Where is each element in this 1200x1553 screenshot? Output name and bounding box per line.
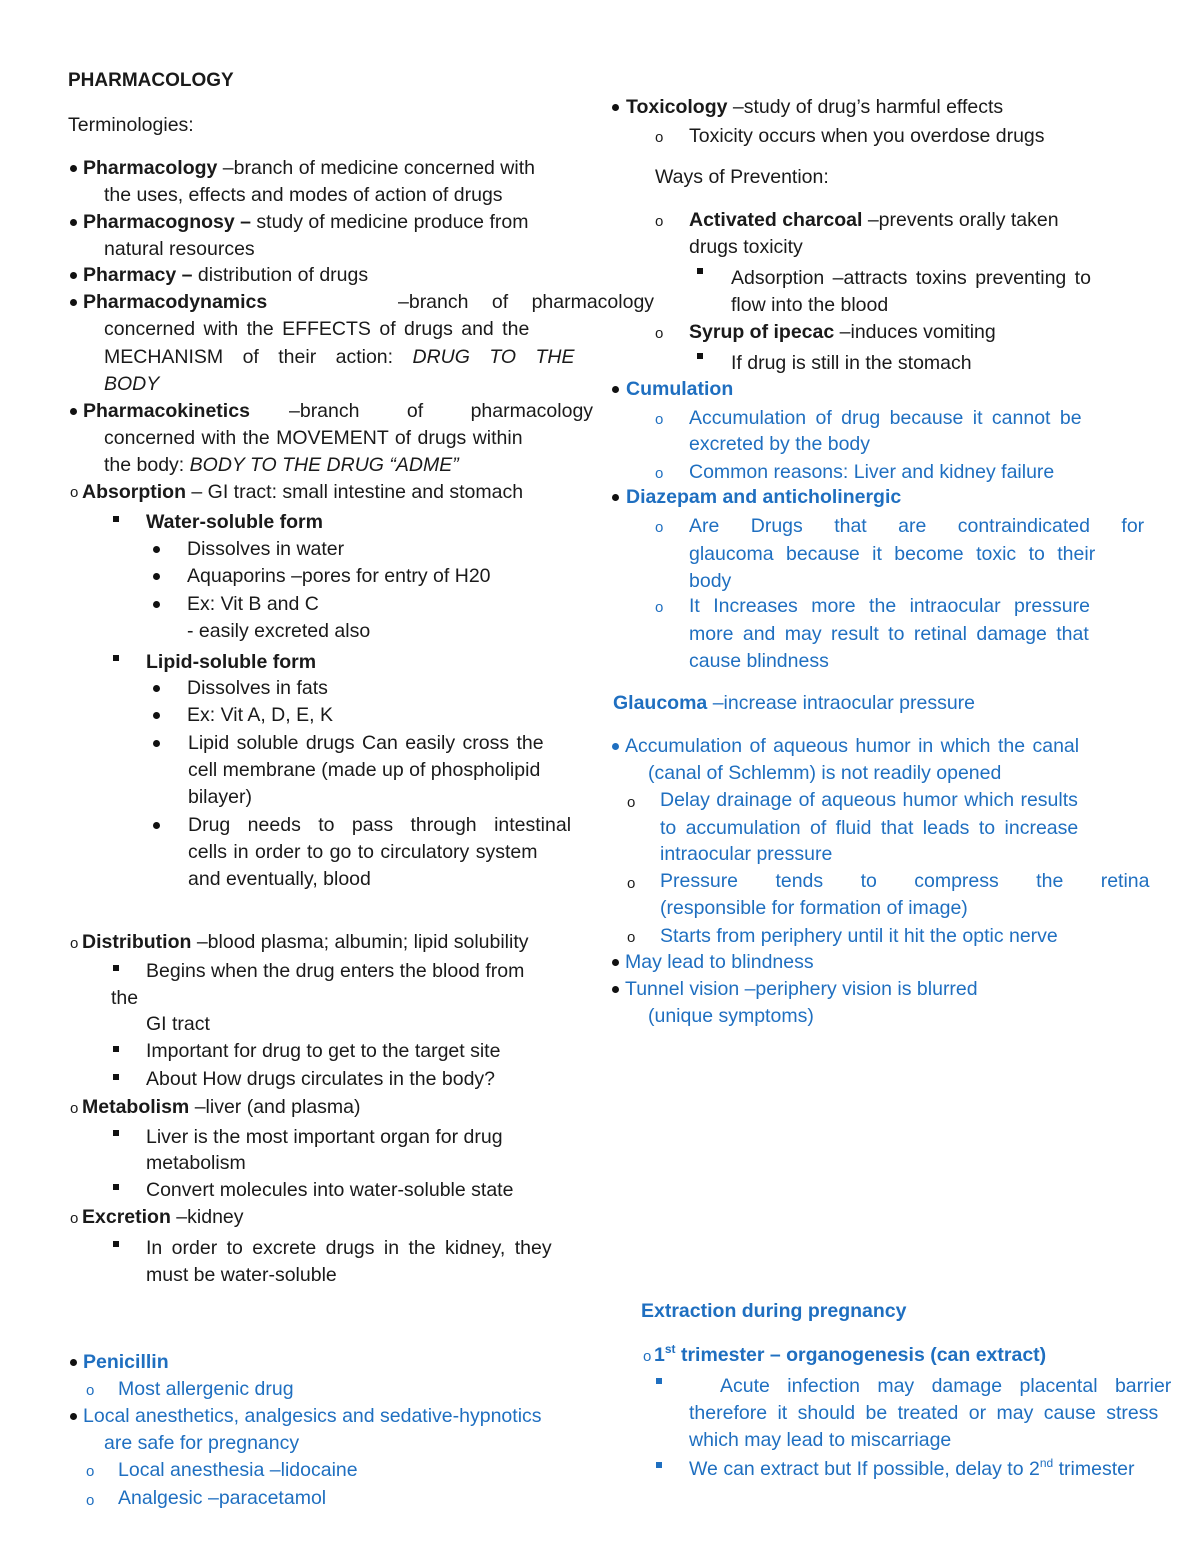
term-pharmacognosy: Pharmacognosy – study of medicine produce from bbox=[83, 211, 529, 233]
list-item: Delay drainage of aqueous humor which results bbox=[660, 789, 1078, 811]
list-item: Acute infection may damage placental barrier bbox=[720, 1375, 1172, 1397]
list-item: Pressure tends to compress the retina bbox=[660, 870, 1150, 892]
bullet-icon bbox=[70, 299, 77, 306]
circle-bullet-icon: o bbox=[643, 1348, 652, 1365]
square-bullet-icon bbox=[113, 516, 119, 522]
list-item-cont: excreted by the body bbox=[689, 433, 871, 455]
penicillin-heading: Penicillin bbox=[83, 1351, 169, 1373]
list-item: Ex: Vit B and C bbox=[187, 593, 319, 615]
square-bullet-icon bbox=[113, 1184, 119, 1190]
term-pharmacodynamics-line2: concerned with the EFFECTS of drugs and the bbox=[104, 318, 530, 340]
list-item-cont: bilayer) bbox=[188, 786, 252, 808]
bullet-icon bbox=[153, 740, 160, 747]
list-item: Tunnel vision –periphery vision is blurred bbox=[625, 978, 978, 1000]
term-pharmacodynamics-line3: MECHANISM of their action: DRUG TO THE bbox=[104, 346, 575, 368]
term-pharmacodynamics-line4: BODY bbox=[104, 373, 160, 395]
list-item-cont: and eventually, blood bbox=[188, 868, 371, 890]
term-pharmacokinetics: Pharmacokinetics bbox=[83, 400, 250, 422]
bullet-icon bbox=[153, 822, 160, 829]
list-item-cont: body bbox=[689, 570, 732, 592]
list-item-cont: cause blindness bbox=[689, 650, 829, 672]
distribution-heading: Distribution –blood plasma; albumin; lipid solubility bbox=[82, 931, 529, 953]
bullet-icon bbox=[153, 601, 160, 608]
list-item: It Increases more the intraocular pressure bbox=[689, 595, 1090, 617]
list-item-cont: therefore it should be treated or may cause stress bbox=[689, 1402, 1159, 1424]
square-bullet-icon bbox=[113, 1130, 119, 1136]
bullet-icon bbox=[70, 165, 77, 172]
bullet-icon bbox=[612, 743, 619, 750]
list-item-cont: must be water-soluble bbox=[146, 1264, 337, 1286]
bullet-icon bbox=[612, 986, 619, 993]
list-item: Convert molecules into water-soluble state bbox=[146, 1179, 514, 1201]
list-item-cont: the bbox=[111, 987, 139, 1009]
circle-bullet-icon: o bbox=[70, 1210, 79, 1227]
bullet-icon bbox=[70, 1413, 77, 1420]
bullet-icon bbox=[612, 494, 619, 501]
list-item: We can extract but If possible, delay to 2nd trimester bbox=[689, 1456, 1135, 1480]
bullet-icon bbox=[70, 1359, 77, 1366]
charcoal-item-cont: drugs toxicity bbox=[689, 236, 803, 258]
page-title: PHARMACOLOGY bbox=[68, 70, 234, 91]
list-item: Accumulation of drug because it cannot be bbox=[689, 407, 1082, 429]
toxicology-heading: Toxicology –study of drug’s harmful effects bbox=[626, 96, 1004, 118]
glaucoma-heading: Glaucoma –increase intraocular pressure bbox=[613, 692, 976, 714]
list-item-cont: GI tract bbox=[146, 1013, 210, 1035]
prevention-heading: Ways of Prevention: bbox=[655, 166, 829, 188]
list-item: Dissolves in fats bbox=[187, 677, 328, 699]
list-item-cont: (canal of Schlemm) is not readily opened bbox=[648, 762, 1002, 784]
list-item: Adsorption –attracts toxins preventing to bbox=[731, 267, 1091, 289]
bullet-icon bbox=[70, 219, 77, 226]
absorption-heading: Absorption – GI tract: small intestine and stomach bbox=[82, 481, 524, 503]
list-item: Begins when the drug enters the blood from bbox=[146, 960, 525, 982]
circle-bullet-icon: o bbox=[627, 794, 636, 811]
excretion-heading: Excretion –kidney bbox=[82, 1206, 244, 1228]
circle-bullet-icon: o bbox=[627, 929, 636, 946]
list-item: Starts from periphery until it hit the optic nerve bbox=[660, 925, 1058, 947]
circle-bullet-icon: o bbox=[655, 213, 664, 230]
list-item: Important for drug to get to the target site bbox=[146, 1040, 501, 1062]
list-item-cont: metabolism bbox=[146, 1152, 246, 1174]
term-pharmacokinetics-line3: the body: BODY TO THE DRUG “ADME” bbox=[104, 454, 459, 476]
circle-bullet-icon: o bbox=[655, 519, 664, 536]
water-soluble-heading: Water-soluble form bbox=[146, 511, 323, 533]
list-item-cont: are safe for pregnancy bbox=[104, 1432, 300, 1454]
circle-bullet-icon: o bbox=[86, 1492, 95, 1509]
bullet-icon bbox=[70, 408, 77, 415]
diazepam-heading: Diazepam and anticholinergic bbox=[626, 486, 902, 508]
term-pharmacology: Pharmacology –branch of medicine concerned with bbox=[83, 157, 535, 179]
list-item: Toxicity occurs when you overdose drugs bbox=[689, 125, 1045, 147]
square-bullet-icon bbox=[697, 268, 703, 274]
list-item-cont: flow into the blood bbox=[731, 294, 889, 316]
bullet-icon bbox=[153, 546, 160, 553]
list-item: If drug is still in the stomach bbox=[731, 352, 972, 374]
list-item: In order to excrete drugs in the kidney, they bbox=[146, 1237, 552, 1259]
circle-bullet-icon: o bbox=[655, 599, 664, 616]
list-item: About How drugs circulates in the body? bbox=[146, 1068, 496, 1090]
circle-bullet-icon: o bbox=[627, 875, 636, 892]
term-pharmacology-cont: the uses, effects and modes of action of drugs bbox=[104, 184, 503, 206]
square-bullet-icon bbox=[113, 1046, 119, 1052]
circle-bullet-icon: o bbox=[655, 465, 664, 482]
term-pharmacodynamics: Pharmacodynamics bbox=[83, 291, 268, 313]
list-item-cont: glaucoma because it become toxic to their bbox=[689, 543, 1096, 565]
metabolism-heading: Metabolism –liver (and plasma) bbox=[82, 1096, 361, 1118]
list-item-cont: (unique symptoms) bbox=[648, 1005, 814, 1027]
list-item: Lipid soluble drugs Can easily cross the bbox=[188, 732, 544, 754]
square-bullet-icon bbox=[113, 1074, 119, 1080]
square-bullet-icon bbox=[656, 1462, 662, 1468]
circle-bullet-icon: o bbox=[70, 1100, 79, 1117]
bullet-icon bbox=[70, 272, 77, 279]
square-bullet-icon bbox=[113, 1241, 119, 1247]
circle-bullet-icon: o bbox=[86, 1463, 95, 1480]
list-item-cont: (responsible for formation of image) bbox=[660, 897, 968, 919]
circle-bullet-icon: o bbox=[86, 1382, 95, 1399]
circle-bullet-icon: o bbox=[655, 411, 664, 428]
term-pharmacognosy-cont: natural resources bbox=[104, 238, 255, 260]
list-item: Dissolves in water bbox=[187, 538, 345, 560]
bullet-icon bbox=[153, 685, 160, 692]
term-pharmacodynamics-def: –branch of pharmacology bbox=[398, 291, 655, 313]
list-item-cont: cells in order to go to circulatory system bbox=[188, 841, 538, 863]
list-item: Are Drugs that are contraindicated for bbox=[689, 515, 1145, 537]
list-item: - easily excreted also bbox=[187, 620, 371, 642]
bullet-icon bbox=[612, 386, 619, 393]
list-item-cont: which may lead to miscarriage bbox=[689, 1429, 952, 1451]
list-item: Ex: Vit A, D, E, K bbox=[187, 704, 333, 726]
term-pharmacokinetics-def: –branch of pharmacology bbox=[289, 400, 594, 422]
list-item-cont: cell membrane (made up of phospholipid bbox=[188, 759, 541, 781]
bullet-icon bbox=[612, 104, 619, 111]
charcoal-item: Activated charcoal –prevents orally taken bbox=[689, 209, 1059, 231]
list-item-cont: to accumulation of fluid that leads to increase bbox=[660, 817, 1079, 839]
circle-bullet-icon: o bbox=[655, 129, 664, 146]
circle-bullet-icon: o bbox=[70, 935, 79, 952]
circle-bullet-icon: o bbox=[655, 325, 664, 342]
square-bullet-icon bbox=[113, 655, 119, 661]
bullet-icon bbox=[612, 959, 619, 966]
list-item-cont: more and may result to retinal damage that bbox=[689, 623, 1089, 645]
list-item: Liver is the most important organ for drug bbox=[146, 1126, 503, 1148]
list-item: Local anesthetics, analgesics and sedative-hypnotics bbox=[83, 1405, 542, 1427]
list-item: Common reasons: Liver and kidney failure bbox=[689, 461, 1055, 483]
list-item: May lead to blindness bbox=[625, 951, 814, 973]
circle-bullet-icon: o bbox=[70, 484, 79, 501]
term-pharmacokinetics-line2: concerned with the MOVEMENT of drugs within bbox=[104, 427, 523, 449]
square-bullet-icon bbox=[113, 965, 119, 971]
list-item: Accumulation of aqueous humor in which the canal bbox=[625, 735, 1080, 757]
term-pharmacy: Pharmacy – distribution of drugs bbox=[83, 264, 369, 286]
bullet-icon bbox=[153, 712, 160, 719]
trimester-heading: 1st trimester – organogenesis (can extract) bbox=[654, 1342, 1047, 1366]
square-bullet-icon bbox=[697, 353, 703, 359]
terminologies-heading: Terminologies: bbox=[68, 114, 194, 136]
cumulation-heading: Cumulation bbox=[626, 378, 734, 400]
square-bullet-icon bbox=[656, 1378, 662, 1384]
lipid-soluble-heading: Lipid-soluble form bbox=[146, 651, 317, 673]
list-item: Local anesthesia –lidocaine bbox=[118, 1459, 358, 1481]
extraction-heading: Extraction during pregnancy bbox=[641, 1300, 907, 1322]
list-item: Analgesic –paracetamol bbox=[118, 1487, 327, 1509]
ipecac-item: Syrup of ipecac –induces vomiting bbox=[689, 321, 996, 343]
list-item: Most allergenic drug bbox=[118, 1378, 294, 1400]
bullet-icon bbox=[153, 573, 160, 580]
list-item: Aquaporins –pores for entry of H20 bbox=[187, 565, 491, 587]
list-item-cont: intraocular pressure bbox=[660, 843, 833, 865]
list-item: Drug needs to pass through intestinal bbox=[188, 814, 572, 836]
